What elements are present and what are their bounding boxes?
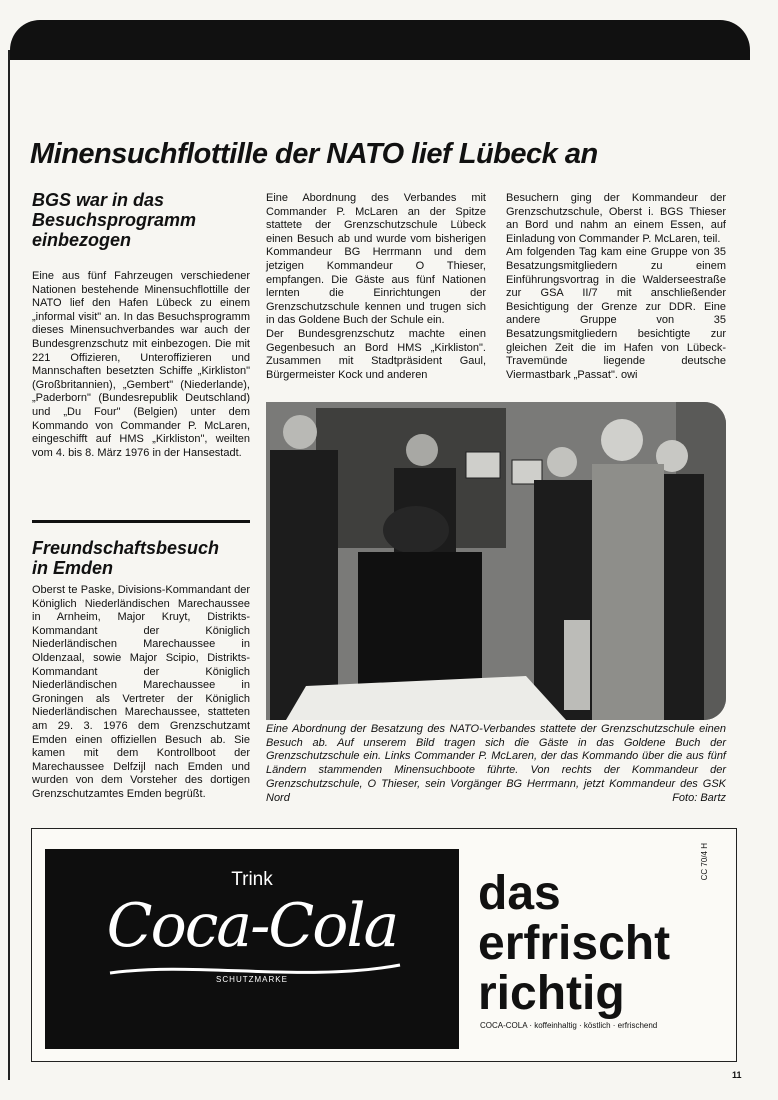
ad-slogan-line: das [478,867,561,920]
left-margin-rule [8,50,10,1080]
section2-heading [32,538,219,578]
section-divider-rule [32,520,250,523]
section1-body-column [32,270,250,460]
ad-slogan-line: richtig [478,967,625,1020]
section2-heading-line: in Emden [32,558,114,578]
column2-paragraph: Eine Abordnung des Verbandes mit Commander P. McLaren an der Spitze stattete der Grenzschutzschule Lübeck einen Besuch ab und wurde vom bisherigen Kommandeur BG Herrmann und dem jetzigen Kommandeur O Thieser, empfangen. Die Gäste aus fünf Nationen lernten die Einrichtungen der Grenzschutzschule kennen und trugen sich in das Goldene Buch der Schule ein. [266,192,486,327]
column2-paragraph: Der Bundesgrenzschutz machte einen Gegenbesuch an Bord HMS „Kirkliston". Zusammen mit Stadtpräsident Gaul, Bürgermeister Kock und anderen [266,327,486,381]
ad-small-print: COCA-COLA · koffeinhaltig · köstlich · erfrischend [480,1021,658,1030]
section1-heading-line: BGS war in das [32,190,165,210]
section1-heading-line: einbezogen [32,230,132,250]
photo-credit: Foto: Bartz [672,791,726,804]
photo-caption [266,723,726,805]
section1-body: Eine aus fünf Fahrzeugen verschiedener Nationen bestehende Minensuchflottille der NATO lief den Hafen Lübeck zu einem „informal visit" an. In das Besuchsprogramm dieses Minensuchverbandes war auch der Bundesgrenzschutz mit einbezogen. Die mit 221 Offizieren, Unteroffizieren und Mannschaften besetzten Schiffe „Kirkliston" (Großbritannien), „Gembert" (Niederlande), „Paderborn" (Bundesrepublik Deutschland) und „Du Four" (Belgien) unter dem Kommando von Commander P. McLaren, eingeschifft auf HMS „Kirkliston", weilten vom 4. bis 8. März 1976 in der Hansestadt. [32,270,250,459]
ad-logo-panel [45,849,459,1049]
ad-slogan-line: erfrischt [478,917,671,970]
ad-trink-text: Trink [231,869,273,890]
section1-heading [32,190,196,250]
ad-code: CC 70/4 H [700,843,709,881]
article-column-2 [266,192,486,382]
ad-schutzmarke: SCHUTZMARKE [216,975,288,984]
top-black-bar [10,20,750,60]
photo-illustration [266,402,726,720]
group-photo [266,402,726,720]
page-number: 11 [732,1070,742,1080]
coca-cola-logo: Coca-Cola [106,891,398,961]
ad-slogan [478,869,670,1019]
coca-cola-ad [31,828,737,1062]
section2-body-column [32,584,250,802]
section2-body: Oberst te Paske, Divisions-Kommandant der Königlich Niederländischen Marechaussee in Arnheim, Major Kruyt, Distrikts-Kommandant der Königlich Niederländischen Marechaussee in Oldenzaal, sowie Major Scipio, Distrikts-Kommandant der Königlich Niederländischen Marechaussee in Groningen als Vertreter der Königlich Niederländischen Marechaussee, statteten am 29. 3. 1976 dem Grenzschutzamt Emden einen offiziellen Besuch ab. Sie kamen mit dem Kontrollboot der Marechaussee Delfzijl nach Emden und wurden von dem Vorsteher des dortigen Grenzschutzamtes Emden begrüßt. [32,584,250,800]
section2-heading-line: Freundschaftsbesuch [32,538,220,558]
article-column-3 [506,192,726,382]
column3-paragraph: Besuchern ging der Kommandeur der Grenzschutzschule, Oberst i. BGS Thieser an Bord und nahm an einem Essen, auf Einladung von Commander P. McLaren, teil. [506,192,726,245]
column3-paragraph: Am folgenden Tag kam eine Gruppe von 35 Besatzungsmitgliedern zu einem Einführungsvortrag in die Walderseestraße zur GSA II/7 mit anschließender Besichtigung der Grenze zur DDR. Eine andere Gruppe von 35 Besatzungsmitgliedern besichtigte zur gleichen Zeit die im Hafen von Lübeck-Travemünde liegende deutsche Viermastbark „Passat". owi [506,246,726,381]
caption-text: Eine Abordnung der Besatzung des NATO-Verbandes stattete der Grenzschutzschule einen Besuch ab. Auf unserem Bild tragen sich die Gäste in das Goldene Buch der Grenzschutzschule ein. Links Commander P. McLaren, der das Kommando über die aus fünf Ländern stammenden Minensuchboote führte. Von rechts der Kommandeur der Grenzschutzschule, O Thieser, sein Vorgänger BG Herrmann, jetzt Kommandeur des GSK Nord [266,723,726,804]
section1-heading-line: Besuchsprogramm [32,210,197,230]
article-headline: Minensuchflottille der NATO lief Lübeck an [30,138,598,170]
